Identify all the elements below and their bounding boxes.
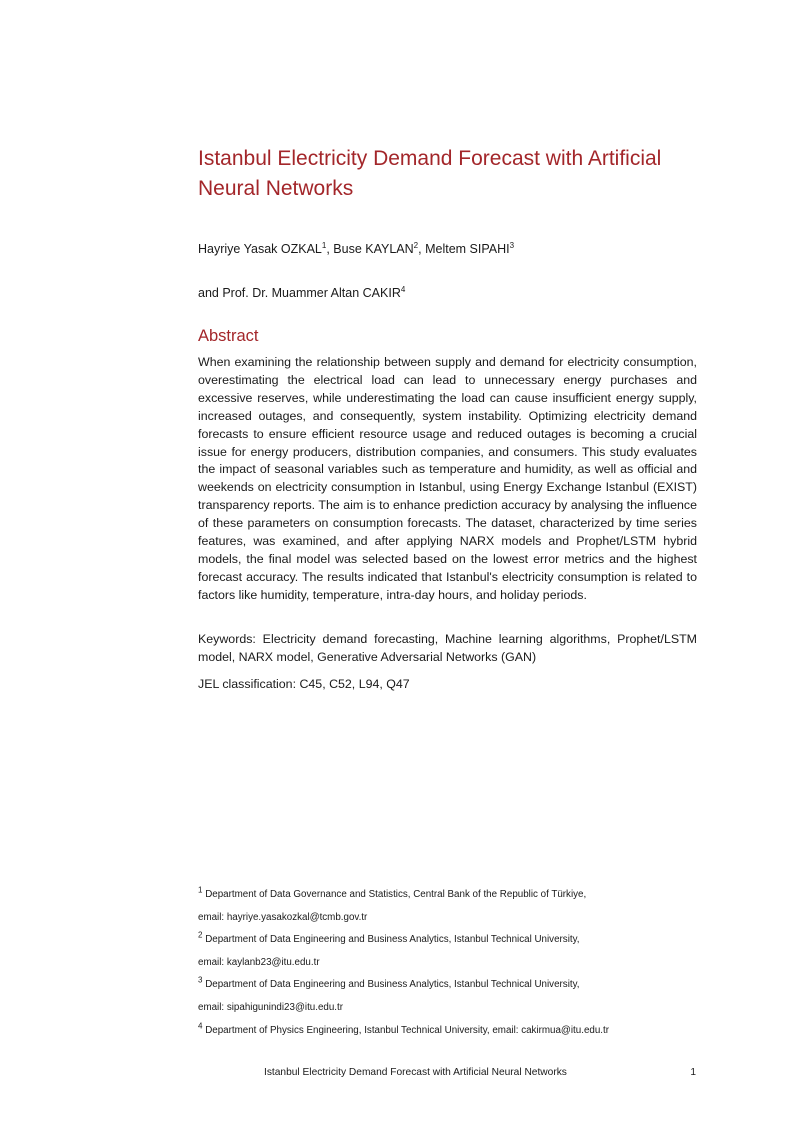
author-affiliation-mark: 3 (509, 240, 515, 250)
footnote (198, 997, 698, 1020)
footnote-mark: 2 (198, 930, 203, 940)
author-affiliation-mark: 1 (321, 240, 327, 250)
footnote-text: Department of Physics Engineering, Istanbul Technical University, email: cakirmua@itu.edu.tr (205, 1024, 610, 1036)
footnote-text: Department of Data Engineering and Business Analytics, Istanbul Technical University, (205, 979, 580, 991)
abstract-body: When examining the relationship between supply and demand for electricity consumption, overestimating the electrical load can lead to unnecessary energy purchases and excessive reserves, while underestimating the load can cause insufficient energy supply, increased outages, and consequently, system instability. Optimizing electricity demand forecasts to ensure efficient resource usage and reduced outages is becoming a crucial issue for energy producers, distribution companies, and consumers. This study evaluates the impact of seasonal variables such as temperature and humidity, as well as official and weekends on electricity consumption in Istanbul, using Energy Exchange Istanbul (EXIST) transparency reports. The aim is to enhance prediction accuracy by analysing the influence of these parameters on consumption forecasts. The dataset, characterized by time series features, was examined, and after applying NARX models and Prophet/LSTM hybrid models, the final model was selected based on the lowest error metrics and the highest forecast accuracy. The results indicated that Istanbul's electricity consumption is related to factors like humidity, temperature, intra-day hours, and holiday periods. (198, 355, 697, 602)
footnote (198, 884, 698, 907)
author-name: Buse KAYLAN (333, 242, 414, 256)
footnote-mark: 3 (198, 976, 203, 986)
footnote (198, 907, 698, 930)
footnote (198, 974, 698, 997)
footnote-text: email: hayriye.yasakozkal@tcmb.gov.tr (198, 911, 368, 923)
author-affiliation-mark: 2 (413, 240, 419, 250)
footnotes (198, 884, 698, 1042)
running-title: Istanbul Electricity Demand Forecast with Artificial Neural Networks (264, 1067, 567, 1078)
author-list: Hayriye Yasak OZKAL$^1$, Buse KAYLAN$^2$, Meltem SIPAHI$^3$ (198, 240, 515, 256)
author-affiliation-mark: 4 (400, 284, 406, 294)
author-list-continued (198, 284, 405, 302)
footnote (198, 952, 698, 975)
footnote-text: email: sipahigunindi23@itu.edu.tr (198, 1001, 344, 1013)
footnote-mark: 1 (198, 885, 203, 895)
jel-classification: JEL classification: C45, C52, L94, Q47 (198, 677, 410, 691)
footnote-text: Department of Data Engineering and Business Analytics, Istanbul Technical University, (205, 934, 580, 946)
author-name: and Prof. Dr. Muammer Altan CAKIR (198, 286, 401, 300)
footnote-mark: 4 (198, 1021, 203, 1031)
abstract-heading: Abstract (198, 327, 259, 345)
author-name: Hayriye Yasak OZKAL (198, 242, 322, 256)
author-name: Meltem SIPAHI (425, 242, 510, 256)
page-number: 1 (690, 1067, 696, 1078)
footnote (198, 1020, 698, 1043)
footnote (198, 929, 698, 952)
keywords: Keywords: Electricity demand forecasting, Machine learning algorithms, Prophet/LSTM model, NARX model, Generative Adversarial Networks (GAN) (198, 632, 697, 664)
footnote-text: email: kaylanb23@itu.edu.tr (198, 956, 320, 968)
paper-title: Istanbul Electricity Demand Forecast with Artificial Neural Networks (198, 147, 662, 200)
footnote-text: Department of Data Governance and Statistics, Central Bank of the Republic of Türkiye, (205, 889, 587, 900)
